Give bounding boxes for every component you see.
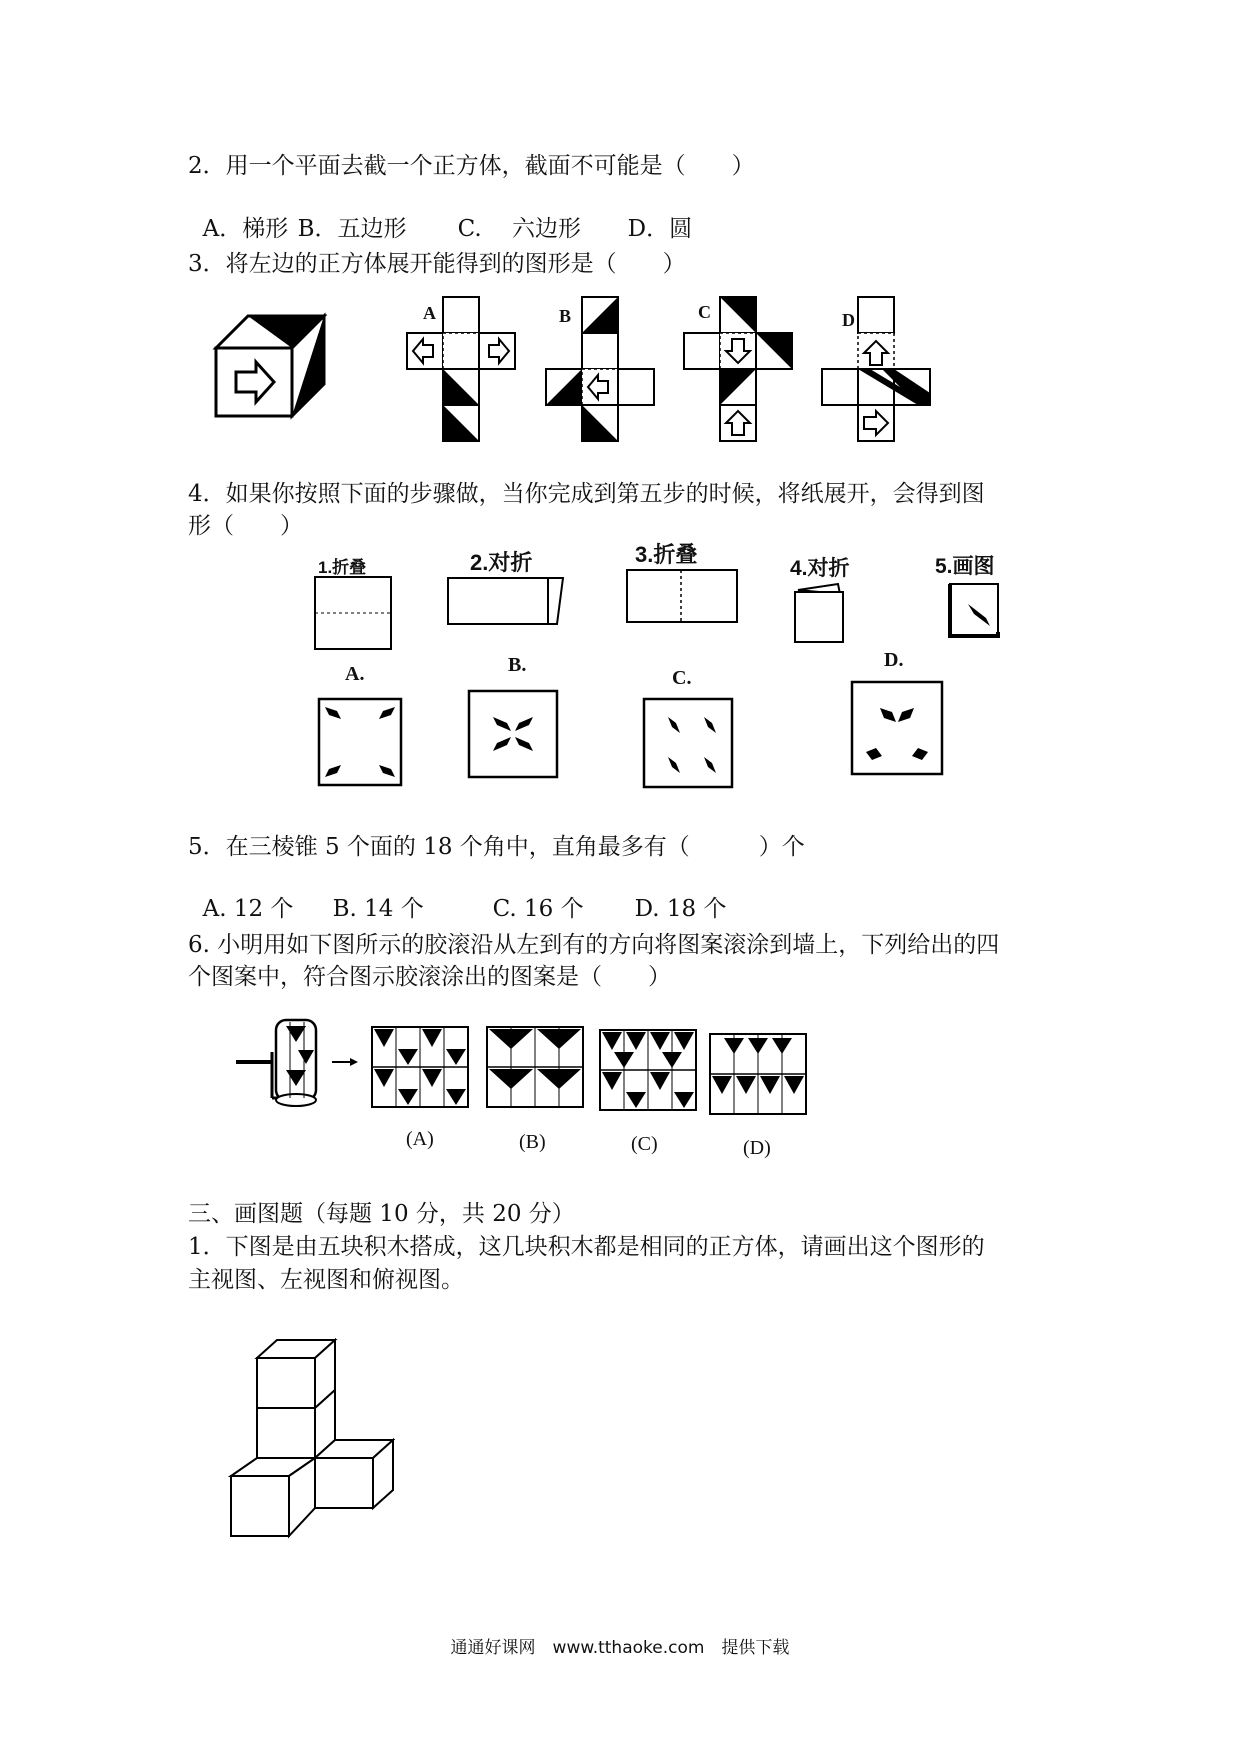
q2-option-c: C. 六边形 (457, 216, 582, 242)
q2-option-a: A．梯形 (202, 216, 289, 242)
q3-label-a: A (423, 303, 436, 323)
q3-label-b: B (559, 306, 572, 326)
q4-choice-b-figure (467, 689, 559, 779)
page-footer: 通通好课网 www.tthaoke.com 提供下载 (450, 1638, 790, 1658)
q4-step-5: 5.画图 (935, 555, 995, 578)
q3-cube-figure (212, 312, 327, 420)
q4-step-5-figure (948, 582, 1000, 638)
q6-roller-figure (232, 1012, 362, 1112)
q3-label-d: D (842, 310, 855, 330)
q4-choice-a-label: A. (345, 663, 365, 685)
q3-net-c (680, 295, 796, 443)
q4-step-1: 1.折叠 (318, 558, 367, 577)
q4-stem-line1: 4．如果你按照下面的步骤做，当你完成到第五步的时候，将纸展开，会得到图 (188, 481, 985, 507)
q5-option-a: A. 12 个 (202, 896, 294, 922)
q4-step-4-figure (792, 582, 848, 644)
q5-option-d: D. 18 个 (634, 896, 727, 922)
q4-step-4: 4.对折 (790, 557, 850, 580)
q2-option-d: D．圆 (627, 216, 693, 242)
q6-choice-d-figure (708, 1032, 808, 1116)
q4-step-2: 2.对折 (470, 550, 533, 575)
q3-label-c: C (698, 302, 711, 322)
q4-step-3: 3.折叠 (635, 542, 698, 567)
q3-net-d (818, 295, 934, 443)
q3-net-b (542, 295, 658, 443)
q4-choice-c-figure (642, 697, 734, 789)
section3-heading: 三、画图题（每题 10 分，共 20 分） (188, 1201, 575, 1227)
q2-stem: 2．用一个平面去截一个正方体，截面不可能是（ ） (188, 153, 755, 179)
q4-step-2-figure (445, 572, 565, 628)
q2-options (188, 184, 692, 244)
q6-label-b: (B) (519, 1131, 546, 1153)
q6-choice-b-figure (485, 1025, 585, 1109)
q3-net-a (405, 295, 517, 443)
q5-options (188, 864, 726, 924)
q6-choice-c-figure (598, 1028, 698, 1112)
q2-option-b: B．五边形 (297, 216, 407, 242)
q5-option-b: B. 14 个 (332, 896, 424, 922)
q4-choice-d-figure (850, 680, 944, 776)
q6-label-a: (A) (406, 1128, 434, 1150)
q6-stem-line2: 个图案中，符合图示胶滚涂出的图案是（ ） (188, 964, 671, 990)
section3-q1-line2: 主视图、左视图和俯视图。 (188, 1267, 464, 1293)
q4-choice-c-label: C. (672, 667, 692, 689)
q4-step-1-figure (313, 575, 393, 651)
q6-label-c: (C) (631, 1133, 658, 1155)
q4-step-3-figure (625, 568, 739, 624)
q6-choice-a-figure (370, 1025, 470, 1109)
section3-q1-line1: 1．下图是由五块积木搭成，这几块积木都是相同的正方体，请画出这个图形的 (188, 1234, 985, 1260)
q6-label-d: (D) (743, 1137, 771, 1159)
q3-stem: 3．将左边的正方体展开能得到的图形是（ ） (188, 251, 686, 277)
q4-stem-line2: 形（ ） (188, 513, 303, 539)
q5-stem: 5．在三棱锥 5 个面的 18 个角中，直角最多有（ ）个 (188, 834, 805, 860)
q4-choice-b-label: B. (508, 654, 527, 676)
q4-choice-a-figure (317, 697, 403, 787)
section3-blocks-figure (225, 1338, 395, 1543)
q5-option-c: C. 16 个 (492, 896, 584, 922)
q6-stem-line1: 6. 小明用如下图所示的胶滚沿从左到有的方向将图案滚涂到墙上，下列给出的四 (188, 932, 1000, 958)
q4-choice-d-label: D. (884, 649, 904, 671)
